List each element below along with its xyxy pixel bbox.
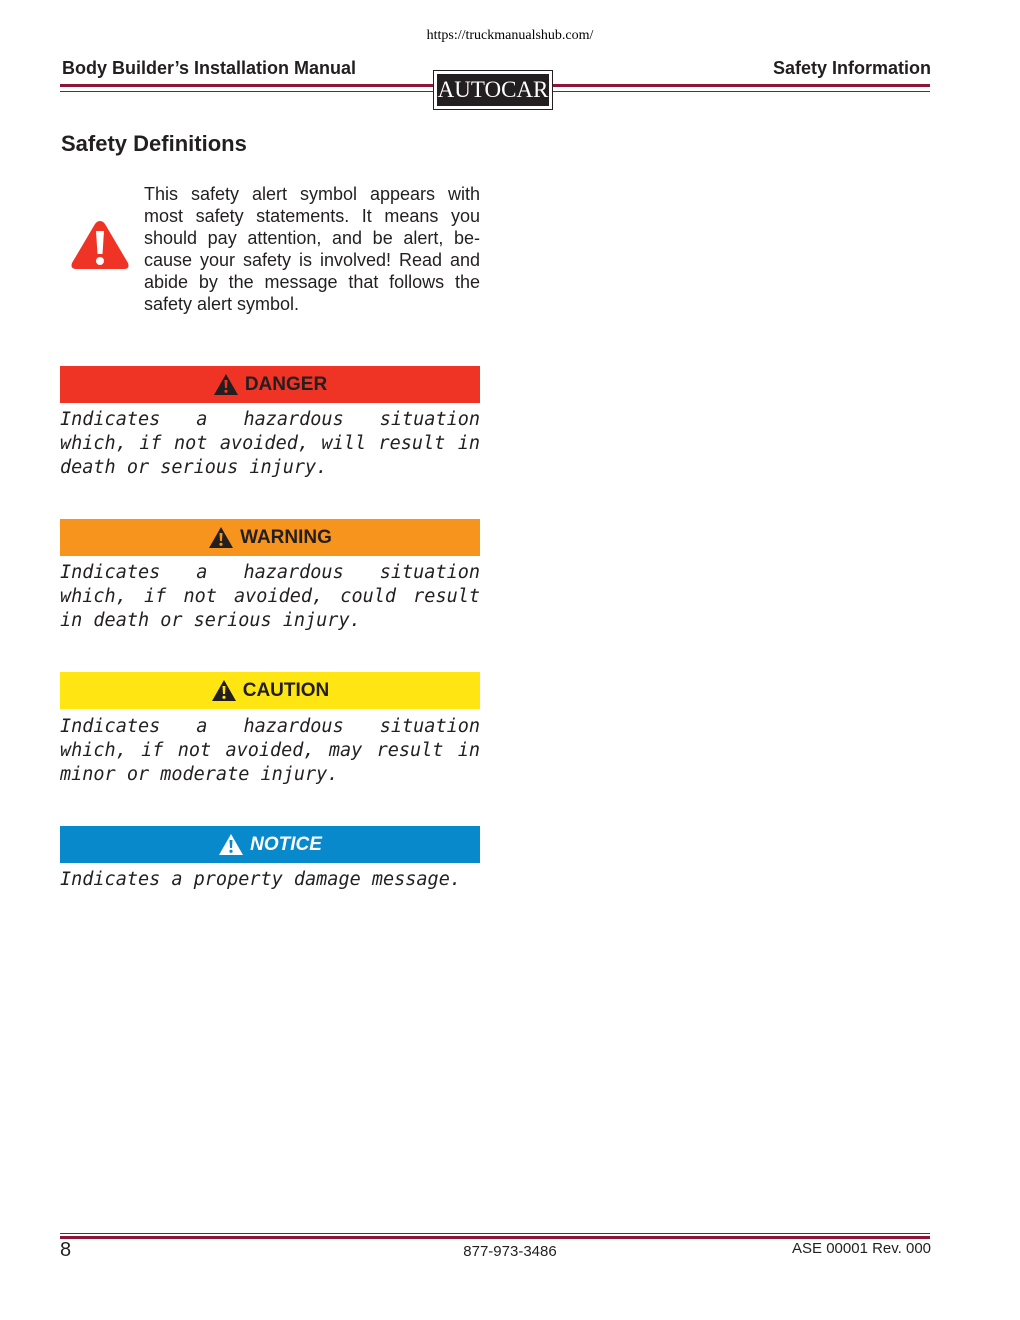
caution-description: Indicates a hazardous situation which, if not avoided, may result in minor or moderate injury. — [60, 716, 480, 785]
notice-description: Indicates a property damage message. — [60, 869, 461, 890]
caution-signal-bar — [60, 672, 480, 709]
autocar-logo — [433, 70, 553, 110]
manual-title: Body Builder’s Installation Manual — [62, 58, 357, 78]
header-rule-right-thick — [553, 84, 930, 87]
notice-label: NOTICE — [250, 833, 322, 855]
page-title: Safety Definitions — [61, 131, 247, 156]
danger-description: Indicates a hazardous situation which, if not avoided, will result in death or serious injury. — [60, 409, 480, 478]
warning-label: WARNING — [240, 526, 332, 548]
autocar-logo-text: AUTOCAR — [437, 74, 549, 106]
document-revision: ASE 00001 Rev. 000 — [792, 1240, 931, 1257]
footer-rule-thin — [60, 1233, 930, 1234]
warning-triangle-icon — [218, 833, 244, 856]
notice-signal-bar — [60, 826, 480, 863]
warning-signal-bar — [60, 519, 480, 556]
source-url[interactable]: https://truckmanualshub.com/ — [426, 28, 594, 43]
warning-triangle-icon — [211, 679, 237, 702]
danger-signal-bar — [60, 366, 480, 403]
warning-triangle-icon — [208, 526, 234, 549]
warning-description: Indicates a hazardous situation which, if not avoided, could result in death or serious injury. — [60, 562, 480, 631]
safety-alert-icon — [70, 219, 130, 271]
caution-label: CAUTION — [242, 679, 330, 701]
header-rule-left-thin — [60, 91, 433, 92]
phone-number: 877-973-3486 — [463, 1243, 557, 1260]
page-number: 8 — [60, 1239, 72, 1261]
header-rule-right-thin — [553, 91, 930, 92]
footer-rule-thick — [60, 1236, 930, 1239]
alert-symbol-description: This safety alert symbol appears with most safety statements. It means you should pay attention, and be alert, be-cause your safety is involved! Read and abide by the message that follows the safety alert symbol. — [144, 184, 480, 314]
header-rule-left-thick — [60, 84, 433, 87]
warning-triangle-icon — [213, 373, 239, 396]
section-name: Safety Information — [772, 58, 931, 78]
danger-label: DANGER — [244, 373, 328, 395]
